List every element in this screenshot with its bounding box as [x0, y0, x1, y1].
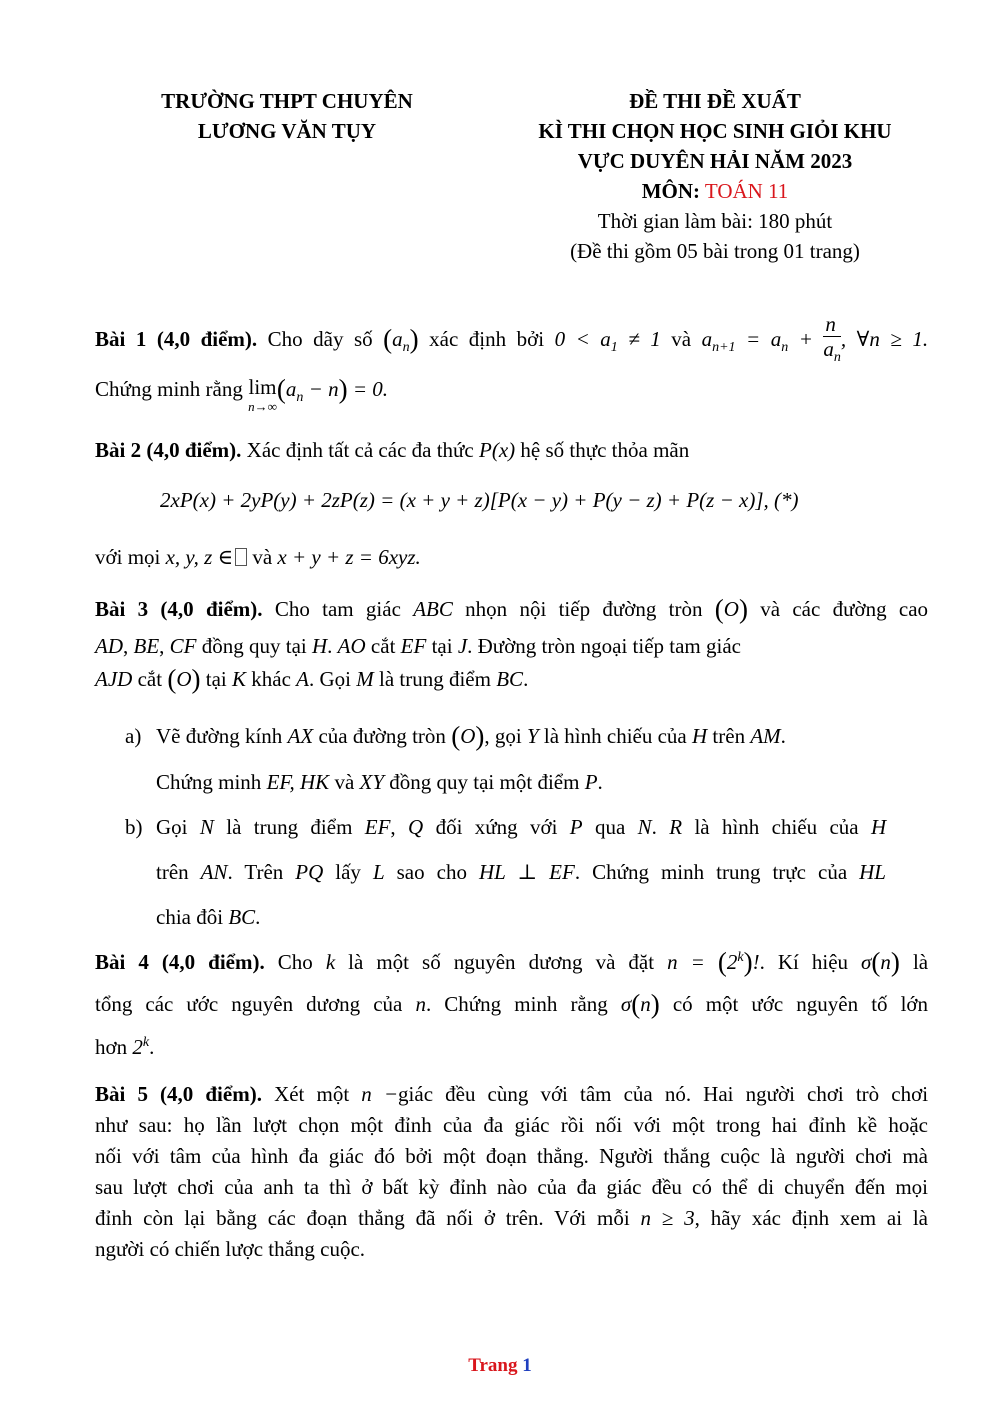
text: hệ số thực thỏa mãn	[520, 438, 690, 462]
text: . Chứng minh trung trực của	[574, 860, 848, 884]
problem-2-line-1: Bài 2 (4,0 điểm). Xác định tất cả các đa thức P(x) hệ số thực thỏa mãn	[95, 438, 690, 462]
problem-3b-label: b)	[125, 815, 143, 839]
text: và	[252, 545, 273, 569]
text: Cho tam giác	[274, 597, 401, 621]
problem-3b-line-2: trên AN. Trên PQ lấy L sao cho HL ⊥ EF. Chứng minh trung trực của HL	[156, 860, 886, 884]
text: là	[912, 950, 929, 974]
school-name	[97, 86, 477, 146]
text: . Gọi	[308, 667, 351, 691]
page-number: 1	[522, 1355, 532, 1376]
subject-value: TOÁN 11	[704, 179, 789, 203]
problem-3-title: Bài 3 (4,0 điểm).	[95, 597, 263, 621]
exam-header	[490, 86, 940, 266]
text: xác định bởi	[429, 326, 545, 351]
text: qua	[594, 815, 626, 839]
problem-4-line-3: hơn 2$^k$.	[95, 1035, 155, 1059]
text: tổng các ước nguyên dương của	[95, 992, 403, 1016]
text: Xét một	[274, 1082, 350, 1106]
exam-line-1: ĐỀ THI ĐỀ XUẤT	[629, 89, 801, 113]
subject-label: MÔN:	[641, 179, 701, 203]
problem-5-line-2: như sau: họ lần lượt chọn một đỉnh của đa giác rồi nối với một trong hai đỉnh kề hoặc	[95, 1113, 928, 1137]
text: Xác định tất cả các đa thức	[246, 438, 474, 462]
text: với mọi	[95, 545, 161, 569]
problem-1-title: Bài 1 (4,0 điểm).	[95, 326, 258, 351]
text: là trung điểm	[378, 667, 491, 691]
text: . Kí hiệu	[759, 950, 849, 974]
text: , gọi	[484, 724, 522, 748]
text: . Trên	[227, 860, 284, 884]
page-label: Trang	[468, 1355, 518, 1376]
text: . Chứng minh rằng	[425, 992, 608, 1016]
text: và	[334, 770, 355, 794]
text: tại	[205, 667, 227, 691]
text: đối xứng với	[435, 815, 558, 839]
problem-5-line-3: nối với tâm của hình đa giác đó bởi một đoạn thẳng. Người thắng cuộc là người chơi mà	[95, 1144, 928, 1168]
subject-line	[490, 176, 940, 206]
problem-3b-line-3: chia đôi BC.	[156, 905, 261, 929]
text: Vẽ đường kính	[156, 724, 283, 748]
problem-3a-line-2: Chứng minh EF, HK và XY đồng quy tại một điểm P.	[156, 770, 603, 794]
missing-glyph-icon	[235, 548, 247, 566]
text: là trung điểm	[226, 815, 353, 839]
text: trên	[156, 860, 189, 884]
school-line-1: TRƯỜNG THPT CHUYÊN	[161, 89, 413, 113]
problem-3b-line-1: Gọi N là trung điểm EF, Q đối xứng với P qua N. R là hình chiếu của H	[156, 815, 887, 839]
text: Gọi	[156, 815, 188, 839]
text: . Đường tròn ngoại tiếp tam giác	[467, 634, 741, 658]
exam-note: (Đề thi gồm 05 bài trong 01 trang)	[570, 239, 860, 263]
problem-2-title: Bài 2 (4,0 điểm).	[95, 438, 242, 462]
text: là một số nguyên dương và đặt	[348, 950, 655, 974]
page-footer	[0, 1355, 1000, 1377]
text: Chứng minh	[156, 770, 262, 794]
problem-4-line-1: Bài 4 (4,0 điểm). Cho k là một số nguyên dương và đặt $n = (2^k)$!. Kí hiệu σ(n) là	[95, 947, 929, 977]
problem-3a-label: a)	[125, 724, 142, 748]
problem-3a-line-1: Vẽ đường kính AX của đường tròn (O), gọi Y là hình chiếu của H trên AM.	[156, 721, 786, 751]
problem-2-equation: 2xP(x) + 2yP(y) + 2zP(z) = (x + y + z)[P(x − y) + P(y − z) + P(z − x)], (*)	[160, 488, 799, 512]
problem-2-line-3: với mọi x, y, z ∈ và x + y + z = 6xyz.	[95, 545, 421, 569]
text: là hình chiếu của	[694, 815, 859, 839]
problem-4-line-2: tổng các ước nguyên dương của n. Chứng minh rằng σ(n) có một ước nguyên tố lớn	[95, 989, 929, 1019]
problem-1-line-1: Bài 1 (4,0 điểm). Cho dãy số $(a_n)$ xác định bởi $0 < a_1 \ne 1$ và $a_{n+1} = a_n$ + $\frac{n}{a_n}$ , ∀n ≥ 1.	[95, 312, 929, 366]
text: Cho dãy số	[267, 326, 373, 351]
text: lấy	[335, 860, 361, 884]
text: chia đôi	[156, 905, 224, 929]
text: tại	[431, 634, 453, 658]
problem-5-line-6: người có chiến lược thắng cuộc.	[95, 1237, 366, 1261]
text: Chứng minh rằng	[95, 377, 243, 401]
problem-3-line-3: AJD cắt (O) tại K khác A. Gọi M là trung điểm BC.	[95, 664, 529, 694]
text: và	[671, 326, 692, 351]
problem-1-line-2: Chứng minh rằng lim n→∞ $(a_n - n) = 0$.	[95, 374, 388, 414]
problem-5-title: Bài 5 (4,0 điểm).	[95, 1082, 262, 1106]
text: đồng quy tại một điểm	[389, 770, 580, 794]
text: là hình chiếu của	[543, 724, 687, 748]
text: , hãy xác định xem ai là	[694, 1206, 929, 1230]
problem-5-line-4: sau lượt chơi của anh ta thì ở bất kỳ đỉnh nào của đa giác đều có thể di chuyển đến mọi	[95, 1175, 928, 1199]
text: của đường tròn	[318, 724, 446, 748]
text: giác đều cùng với tâm của nó. Hai người chơi trò chơi	[398, 1082, 929, 1106]
text: sao cho	[396, 860, 467, 884]
text: nhọn nội tiếp đường tròn	[465, 597, 703, 621]
exam-line-3: VỰC DUYÊN HẢI NĂM 2023	[577, 149, 853, 173]
text: trên	[712, 724, 746, 748]
problem-5-line-1: Bài 5 (4,0 điểm). Xét một n −giác đều cùng với tâm của nó. Hai người chơi trò chơi	[95, 1082, 929, 1106]
text: cắt	[137, 667, 163, 691]
text: đỉnh còn lại bằng các đoạn thẳng đã nối ở trên. Với mỗi	[95, 1206, 630, 1230]
problem-4-title: Bài 4 (4,0 điểm).	[95, 950, 265, 974]
text: có một ước nguyên tố lớn	[672, 992, 929, 1016]
exam-line-2: KÌ THI CHỌN HỌC SINH GIỎI KHU	[538, 119, 892, 143]
text: cắt	[370, 634, 396, 658]
problem-3-line-1: Bài 3 (4,0 điểm). Cho tam giác ABC nhọn nội tiếp đường tròn (O) và các đường cao	[95, 594, 929, 624]
exam-time: Thời gian làm bài: 180 phút	[597, 209, 833, 233]
text: hơn	[95, 1035, 128, 1059]
problem-3-line-2: AD, BE, CF đồng quy tại H. AO cắt EF tại J. Đường tròn ngoại tiếp tam giác	[95, 634, 741, 658]
school-line-2: LƯƠNG VĂN TỤY	[197, 119, 377, 143]
text: khác	[251, 667, 291, 691]
problem-5-line-5: đỉnh còn lại bằng các đoạn thẳng đã nối ở trên. Với mỗi n ≥ 3, hãy xác định xem ai là	[95, 1206, 929, 1230]
text: và các đường cao	[760, 597, 929, 621]
text: đồng quy tại	[201, 634, 307, 658]
text: Cho	[277, 950, 313, 974]
